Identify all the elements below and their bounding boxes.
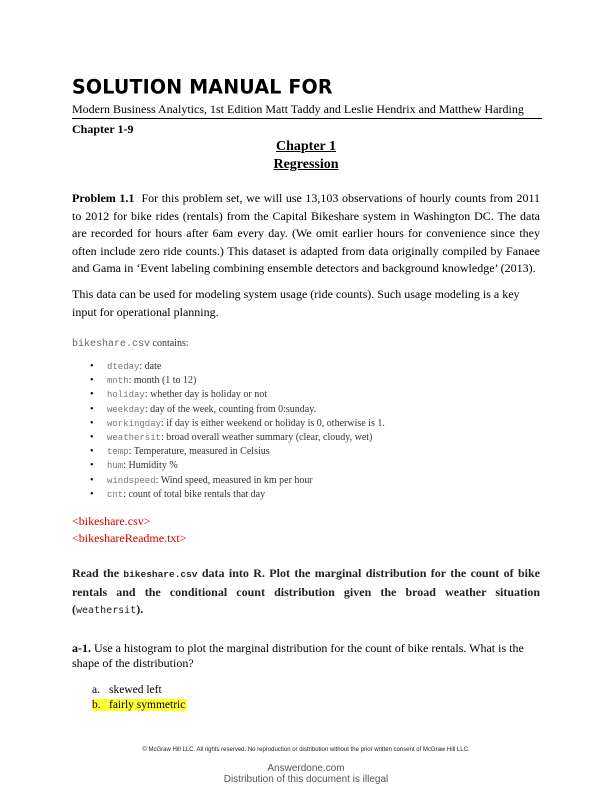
bikeshare-readme-link[interactable]: <bikeshareReadme.txt>: [72, 531, 187, 545]
usage-paragraph: This data can be used for modeling system usage (ride counts). Such usage modeling is a key input for operational planning.: [72, 287, 520, 319]
problem-paragraph: [72, 190, 540, 278]
problem-label: Problem 1.1: [72, 191, 135, 205]
bikeshare-csv-link[interactable]: <bikeshare.csv>: [72, 514, 151, 528]
watermark-site: Answerdone.com: [267, 763, 345, 774]
question-text: Use a histogram to plot the marginal distribution for the count of bike rentals. What is the shape of the distribution?: [72, 641, 524, 670]
variable-list: [72, 360, 532, 502]
list-item: • temp: Temperature, measured in Celsius: [90, 446, 270, 458]
option-b[interactable]: b. fairly symmetric: [92, 698, 186, 711]
header-rule: [72, 118, 542, 119]
list-item: • weathersit: broad overall weather summary (clear, cloudy, wet): [90, 432, 373, 444]
watermark: [0, 763, 612, 785]
question-a1: [72, 641, 540, 671]
list-item: • holiday: whether day is holiday or not: [90, 389, 268, 401]
watermark-note: Distribution of this document is illegal: [223, 774, 389, 785]
contains-suffix: contains:: [150, 338, 189, 349]
question-label: a-1.: [72, 641, 91, 655]
copyright-footer: © McGraw Hill LLC. All rights reserved. No reproduction or distribution without the prior written consent of McGraw Hill LLC.: [142, 747, 470, 753]
chapter-number: Chapter 1: [275, 139, 337, 154]
list-item: • hum: Humidity %: [90, 460, 178, 472]
list-item: • mnth: month (1 to 12): [90, 375, 197, 387]
list-item: • weekday: day of the week, counting from 0:sunday.: [90, 403, 317, 415]
contains-file: bikeshare.csv: [72, 339, 151, 350]
chapter-range: Chapter 1-9: [72, 122, 134, 136]
problem-text: For this problem set, we will use 13,103 observations of hourly counts from 2011 to 2012 for bike rides (rentals) from the Capital Bikeshare system in Washington DC. The data are recorded for hours after 6am every day. (We omit earlier hours for convenience since they often include zero ride counts.) This dataset is adapted from data originally compiled by Fanaee and Gama in ‘Event labeling combining ensemble detectors and background knowledge’ (2013).: [72, 191, 540, 276]
option-a[interactable]: a. skewed left: [92, 684, 162, 696]
list-item: • windspeed: Wind speed, measured in km per hour: [90, 474, 313, 486]
read-task-paragraph: Read the bikeshare.csv data into R. Plot the marginal distribution for the count of bike rentals and the conditional count distribution given the broad weather situation (weathersit).: [72, 566, 540, 617]
answer-options: [92, 683, 187, 712]
chapter-name: Regression: [273, 157, 339, 172]
list-item: • workingday: if day is either weekend or holiday is 0, otherwise is 1.: [90, 417, 385, 429]
book-subtitle: Modern Business Analytics, 1st Edition Matt Taddy and Leslie Hendrix and Matthew Harding: [72, 102, 524, 116]
list-item: • dteday: date: [90, 361, 162, 372]
contains-line: [72, 334, 540, 354]
list-item: • cnt: count of total bike rentals that day: [90, 488, 266, 500]
manual-title: SOLUTION MANUAL FOR: [72, 75, 333, 99]
